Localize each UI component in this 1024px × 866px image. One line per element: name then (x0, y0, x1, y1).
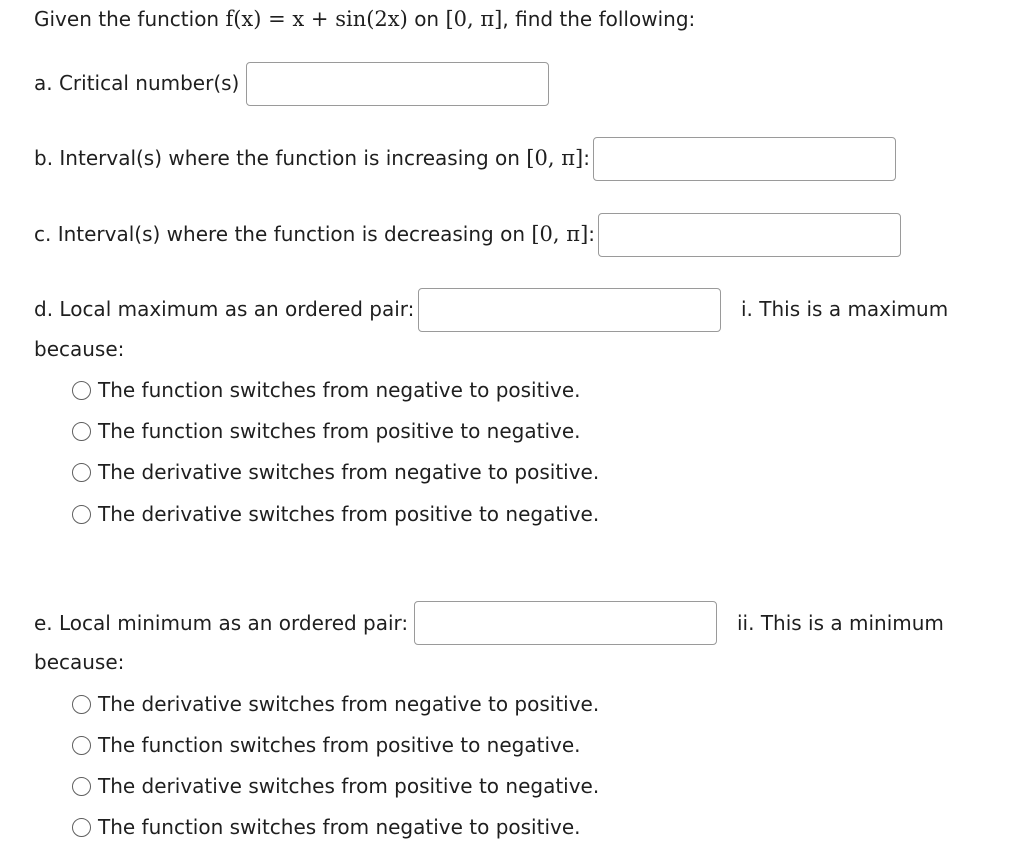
decreasing-intervals-input[interactable] (598, 213, 901, 257)
max-option-4-label: The derivative switches from positive to negative. (98, 502, 600, 526)
max-option-4[interactable] (72, 501, 599, 527)
max-option-4-radio[interactable] (72, 505, 91, 524)
part-d-because: because: (34, 337, 125, 361)
critical-numbers-input[interactable] (246, 62, 549, 106)
max-option-1[interactable] (72, 377, 581, 403)
problem-statement (34, 5, 695, 33)
max-option-2-label: The function switches from positive to negative. (98, 419, 581, 443)
min-option-3-label: The derivative switches from positive to negative. (98, 774, 600, 798)
statement-on: on (414, 7, 440, 31)
min-option-1-radio[interactable] (72, 695, 91, 714)
part-b-label: b. Interval(s) where the function is increasing on (34, 146, 520, 170)
max-option-2[interactable] (72, 418, 581, 444)
local-minimum-input[interactable] (414, 601, 717, 645)
max-option-1-label: The function switches from negative to positive. (98, 378, 581, 402)
max-option-3-label: The derivative switches from negative to positive. (98, 460, 600, 484)
max-option-3-radio[interactable] (72, 463, 91, 482)
part-e-because: because: (34, 650, 125, 674)
min-option-2-label: The function switches from positive to negative. (98, 733, 581, 757)
increasing-intervals-input[interactable] (593, 137, 896, 181)
part-a-label: a. Critical number(s) (34, 71, 240, 95)
min-option-4-label: The function switches from negative to positive. (98, 815, 581, 839)
domain-interval: [0, π] (445, 7, 503, 31)
min-option-2-radio[interactable] (72, 736, 91, 755)
max-option-1-radio[interactable] (72, 381, 91, 400)
min-option-1[interactable] (72, 691, 599, 717)
part-d-label: d. Local maximum as an ordered pair: (34, 297, 415, 321)
max-option-3[interactable] (72, 459, 599, 485)
part-b-colon: : (583, 146, 590, 170)
part-c-colon: : (588, 222, 596, 246)
min-option-4-radio[interactable] (72, 818, 91, 837)
min-option-3[interactable] (72, 773, 599, 799)
part-c-prompt (34, 220, 595, 248)
statement-suffix: , find the following: (502, 7, 696, 31)
min-option-1-label: The derivative switches from negative to positive. (98, 692, 600, 716)
part-c-label: c. Interval(s) where the function is decreasing on (34, 222, 525, 246)
local-maximum-input[interactable] (418, 288, 721, 332)
min-option-4[interactable] (72, 814, 581, 840)
part-c-interval: [0, π] (531, 222, 589, 246)
min-option-3-radio[interactable] (72, 777, 91, 796)
minimum-note: ii. This is a minimum (737, 611, 944, 635)
part-b-prompt (34, 144, 590, 172)
part-b-interval: [0, π] (526, 146, 584, 170)
min-option-2[interactable] (72, 732, 581, 758)
max-option-2-radio[interactable] (72, 422, 91, 441)
function-expression: f(x) = x + sin(2x) (225, 7, 408, 31)
statement-prefix: Given the function (34, 7, 220, 31)
part-e-label: e. Local minimum as an ordered pair: (34, 611, 409, 635)
maximum-note: i. This is a maximum (741, 297, 949, 321)
